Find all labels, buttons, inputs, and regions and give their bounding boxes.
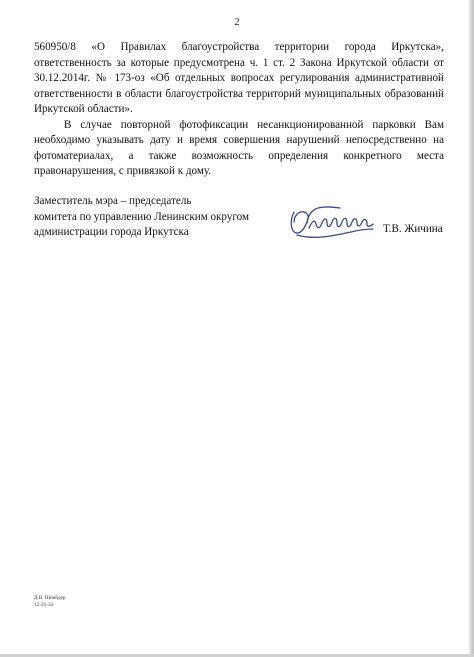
signatory-title [34,194,294,241]
page-edge [469,0,474,657]
signatory-title-line: администрации города Иркутска [34,226,189,238]
page-number: 2 [234,17,240,28]
body-paragraph: 560950/8 «О Правилах благоустройства территории города Иркутска», ответственность за которые предусмотрена ч. 1 ст. 2 Закона Иркутской области от 30.12.2014г. № 173-оз «Об отдельных вопросах регулирования административной ответственности в области благоустройства территорий муниципальных образований Иркутской области». [34,41,444,115]
letter-body [34,40,444,180]
executor-note [34,595,66,608]
body-paragraph: В случае повторной фотофиксации несанкционированной парковки Вам необходимо указывать дату и время совершения нарушений непосредственно на фотоматериалах, а также возможность определения конкретного места правонарушения, с привязкой к дому. [34,118,444,177]
signatory-title-line: Заместитель мэра – председатель [34,195,192,207]
handwritten-signature [285,196,381,250]
signatory-title-line: комитета по управлению Ленинским округом [34,210,250,223]
signatory-name: Т.В. Жичина [383,223,443,235]
executor-date: 12-35-34 [34,601,54,608]
executor-name: Д.В. Шнейдер [34,595,66,601]
